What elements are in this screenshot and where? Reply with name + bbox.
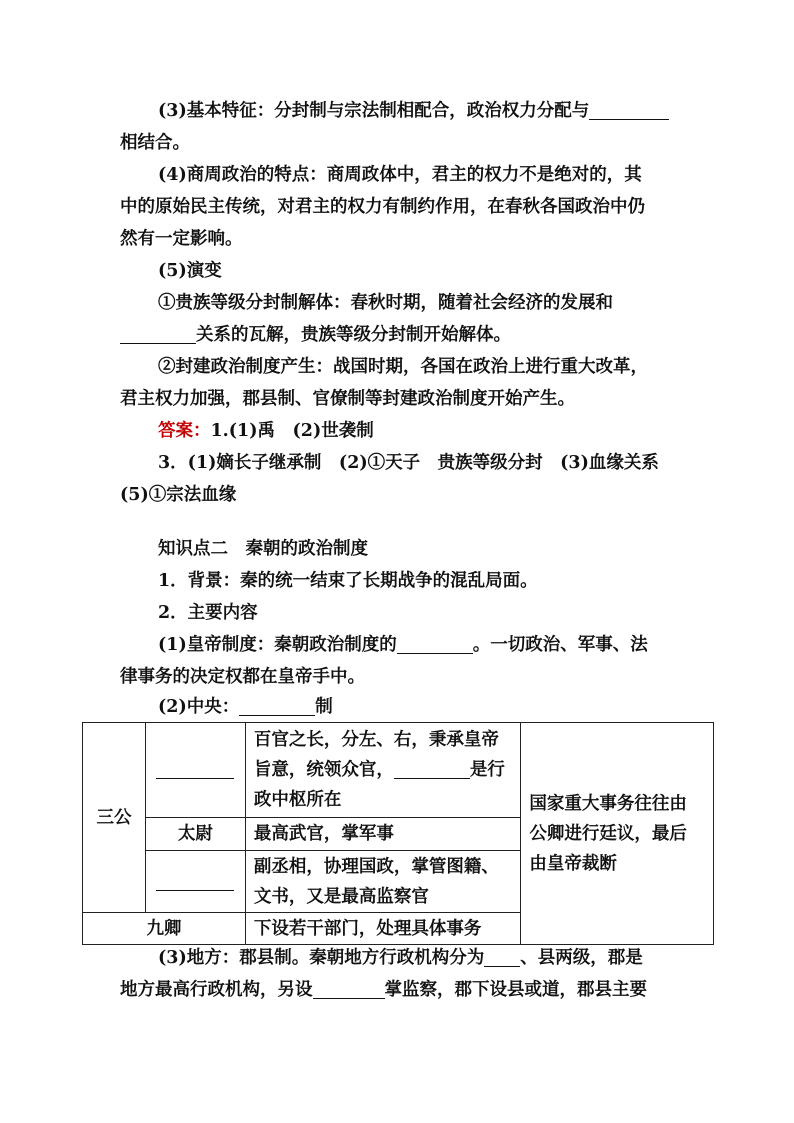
title-cell bbox=[145, 851, 245, 913]
answer-line bbox=[158, 415, 680, 447]
text-line bbox=[158, 942, 680, 974]
fill-blank[interactable] bbox=[120, 323, 196, 344]
text-line: 律事务的决定权都在皇帝手中。 bbox=[120, 667, 365, 687]
desc-line: 政中枢所在 bbox=[253, 790, 342, 810]
text-line bbox=[158, 629, 680, 661]
text-span: 地方最高行政机构，另设 bbox=[120, 980, 313, 1000]
text-line: ①贵族等级分封制解体：春秋时期，随着社会经济的发展和 bbox=[158, 293, 613, 313]
text-line bbox=[120, 974, 680, 1006]
fill-blank[interactable] bbox=[484, 946, 520, 967]
section-title: 知识点二 秦朝的政治制度 bbox=[158, 539, 368, 559]
text-line: 然有一定影响。 bbox=[120, 229, 243, 249]
text-line: 2．主要内容 bbox=[158, 603, 258, 623]
fill-blank[interactable] bbox=[313, 978, 385, 999]
text-span: 是行 bbox=[469, 760, 505, 780]
desc-cell bbox=[245, 723, 520, 818]
note-cell bbox=[521, 723, 714, 945]
answer-label: 答案： bbox=[158, 421, 211, 441]
group-cell: 三公 bbox=[83, 723, 146, 913]
title-cell: 九卿 bbox=[83, 913, 246, 945]
text-span: 制 bbox=[315, 697, 333, 717]
desc-line bbox=[254, 755, 512, 785]
note-line: 公卿进行廷议，最后 bbox=[529, 823, 687, 844]
text-span: 1.(1)禹 (2)世袭制 bbox=[210, 421, 374, 441]
text-span: (3)地方：郡县制。秦朝地方行政机构分为 bbox=[158, 948, 485, 968]
text-line: (4)商周政治的特点：商周政体中，君主的权力不是绝对的，其 bbox=[158, 165, 642, 185]
text-line bbox=[120, 319, 680, 351]
text-line: ②封建政治制度产生：战国时期，各国在政治上进行重大改革， bbox=[158, 357, 648, 377]
note-line: 国家重大事务往往由 bbox=[529, 793, 687, 814]
text-span: (1)皇帝制度：秦朝政治制度的 bbox=[158, 635, 397, 655]
fill-blank[interactable] bbox=[156, 870, 234, 891]
title-cell bbox=[145, 723, 245, 818]
fill-blank[interactable] bbox=[156, 758, 234, 779]
fill-blank[interactable] bbox=[394, 758, 470, 779]
text-span: (3)基本特征：分封制与宗法制相配合，政治权力分配与 bbox=[158, 101, 590, 121]
note-line: 由皇帝裁断 bbox=[529, 853, 617, 874]
desc-cell bbox=[245, 851, 520, 913]
desc-line: 百官之长，分左、右，秉承皇帝 bbox=[253, 730, 499, 750]
desc-line: 文书，又是最高监察官 bbox=[253, 886, 429, 907]
answer-line: (5)①宗法血缘 bbox=[120, 485, 237, 505]
central-government-table bbox=[82, 722, 714, 945]
text-line: (5)演变 bbox=[158, 261, 222, 281]
text-line: 1．背景：秦的统一结束了长期战争的混乱局面。 bbox=[158, 571, 538, 591]
answer-line: 3．(1)嫡长子继承制 (2)①天子 贵族等级分封 (3)血缘关系 bbox=[158, 453, 659, 473]
desc-line: 副丞相，协理国政，掌管图籍、 bbox=[253, 856, 499, 877]
fill-blank[interactable] bbox=[589, 99, 669, 120]
fill-blank[interactable] bbox=[239, 695, 315, 716]
text-span: 关系的瓦解，贵族等级分封制开始解体。 bbox=[196, 325, 511, 345]
text-span: 掌监察，郡下设县或道，郡县主要 bbox=[384, 980, 647, 1000]
text-span: 。一切政治、军事、法 bbox=[472, 635, 648, 655]
text-line: 君主权力加强，郡县制、官僚制等封建政治制度开始产生。 bbox=[120, 389, 575, 409]
text-line bbox=[158, 95, 680, 127]
text-span: 旨意，统领众官， bbox=[253, 760, 394, 780]
text-line bbox=[158, 691, 680, 723]
desc-cell: 下设若干部门，处理具体事务 bbox=[245, 913, 520, 945]
text-span: (2)中央： bbox=[158, 697, 240, 717]
text-span: 、县两级，郡是 bbox=[520, 948, 643, 968]
text-line: 相结合。 bbox=[120, 133, 190, 153]
desc-cell: 最高武官，掌军事 bbox=[245, 818, 520, 851]
title-cell: 太尉 bbox=[145, 818, 245, 851]
text-line: 中的原始民主传统，对君主的权力有制约作用，在春秋各国政治中仍 bbox=[120, 197, 645, 217]
fill-blank[interactable] bbox=[397, 633, 473, 654]
